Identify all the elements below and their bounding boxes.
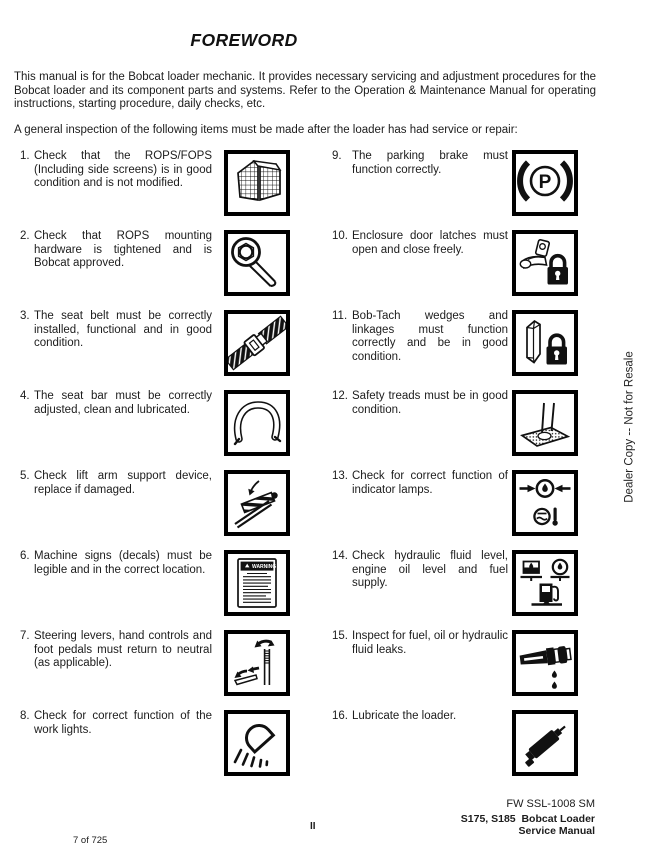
checklist-item-16 xyxy=(332,710,578,790)
checklist-item-7 xyxy=(20,630,290,710)
warning-decal-icon xyxy=(224,550,290,616)
item-number: 5. xyxy=(20,470,30,482)
checklist-item-1 xyxy=(20,150,290,230)
footer-manual-title-line1: S175, S185 Bobcat Loader xyxy=(460,813,595,825)
item-text: Lubricate the loader. xyxy=(352,710,457,722)
item-text: Enclosure door latches must open and close freely. xyxy=(352,230,508,256)
checklist-item-15 xyxy=(332,630,578,710)
item-number: 8. xyxy=(20,710,30,722)
item-number: 13. xyxy=(332,470,348,482)
item-text: Check lift arm support device, replace if damaged. xyxy=(34,470,212,496)
indicator-lamps-icon xyxy=(512,470,578,536)
control-lever-icon xyxy=(224,630,290,696)
item-text: Check that the ROPS/FOPS (Including side screens) is in good condition and is not modified. xyxy=(34,150,212,190)
item-number: 14. xyxy=(332,550,348,562)
checklist-item-8 xyxy=(20,710,290,790)
grease-gun-icon xyxy=(512,710,578,776)
footer-doc-code: FW SSL-1008 SM xyxy=(506,798,595,810)
checklist-column-right xyxy=(332,150,578,790)
item-number: 7. xyxy=(20,630,30,642)
item-text: Bob-Tach wedges and linkages must function correctly and be in good condition. xyxy=(352,310,508,363)
item-number: 2. xyxy=(20,230,30,242)
checklist-item-6 xyxy=(20,550,290,630)
safety-tread-icon xyxy=(512,390,578,456)
item-number: 6. xyxy=(20,550,30,562)
item-text: Safety treads must be in good condition. xyxy=(352,390,508,416)
door-latch-lock-icon xyxy=(512,230,578,296)
inspection-paragraph: A general inspection of the following items must be made after the loader has had service or repair: xyxy=(14,124,518,136)
item-number: 10. xyxy=(332,230,348,242)
checklist-item-9 xyxy=(332,150,578,230)
checklist-item-12 xyxy=(332,390,578,470)
item-number: 9. xyxy=(332,150,342,162)
checklist-column-left xyxy=(20,150,290,790)
item-text: The seat bar must be correctly adjusted, clean and lubricated. xyxy=(34,390,212,416)
item-number: 3. xyxy=(20,310,30,322)
seat-belt-icon xyxy=(224,310,290,376)
bob-tach-wedge-lock-icon xyxy=(512,310,578,376)
parking-brake-icon xyxy=(512,150,578,216)
dealer-copy-watermark: Dealer Copy -- Not for Resale xyxy=(623,351,636,503)
item-text: Check that ROPS mounting hardware is tightened and is Bobcat approved. xyxy=(34,230,212,270)
footer-page-position: 7 of 725 xyxy=(73,835,108,846)
intro-paragraph: This manual is for the Bobcat loader mechanic. It provides necessary servicing and adjustment procedures for the Bobcat loader and its component parts and systems. Refer to the Operation & Maintenance Manual for operating instructions, starting procedure, daily checks, etc. xyxy=(14,71,596,111)
checklist-item-3 xyxy=(20,310,290,390)
item-text: Check for correct function of indicator lamps. xyxy=(352,470,508,496)
item-text: Check hydraulic fluid level, engine oil level and fuel supply. xyxy=(352,550,508,590)
item-number: 4. xyxy=(20,390,30,402)
item-text: Check for correct function of the work lights. xyxy=(34,710,212,736)
fluid-leak-icon xyxy=(512,630,578,696)
checklist-item-5 xyxy=(20,470,290,550)
lift-arm-support-icon xyxy=(224,470,290,536)
footer-page-roman: II xyxy=(310,821,316,832)
item-number: 15. xyxy=(332,630,348,642)
checklist-item-13 xyxy=(332,470,578,550)
fluid-levels-icon xyxy=(512,550,578,616)
item-text: The seat belt must be correctly installed, functional and in good condition. xyxy=(34,310,212,350)
checklist-item-11 xyxy=(332,310,578,390)
item-number: 16. xyxy=(332,710,348,722)
svg-text:P: P xyxy=(538,172,552,193)
svg-text:WARNING: WARNING xyxy=(252,564,277,571)
footer-manual-title-line2: Service Manual xyxy=(518,825,595,837)
checklist-item-2 xyxy=(20,230,290,310)
checklist-item-14 xyxy=(332,550,578,630)
item-text: Machine signs (decals) must be legible and in the correct location. xyxy=(34,550,212,576)
item-number: 1. xyxy=(20,150,30,162)
item-text: The parking brake must function correctly. xyxy=(352,150,508,176)
checklist-item-10 xyxy=(332,230,578,310)
item-text: Steering levers, hand controls and foot pedals must return to neutral (as applicable). xyxy=(34,630,212,670)
rops-cage-icon xyxy=(224,150,290,216)
item-text: Inspect for fuel, oil or hydraulic fluid leaks. xyxy=(352,630,508,656)
page-title: FOREWORD xyxy=(190,30,298,50)
item-number: 11. xyxy=(332,310,348,322)
checklist-item-4 xyxy=(20,390,290,470)
item-number: 12. xyxy=(332,390,348,402)
work-light-icon xyxy=(224,710,290,776)
seat-bar-icon xyxy=(224,390,290,456)
wrench-icon xyxy=(224,230,290,296)
